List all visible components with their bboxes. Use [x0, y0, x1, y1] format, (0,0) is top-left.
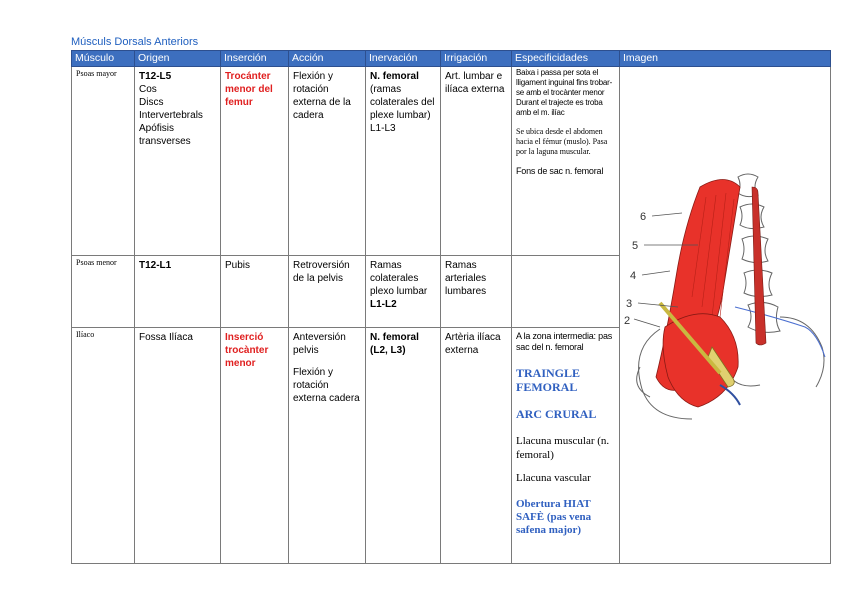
label-4: 4	[630, 270, 637, 282]
esp-triangle: TRAINGLE FEMORAL	[516, 366, 581, 395]
cell-musculo: Psoas menor	[72, 255, 135, 328]
esp-hiat: Obertura HIAT SAFÈ (pas vena safena major)	[516, 498, 592, 537]
header-insercion: Inserción	[221, 51, 289, 67]
cell-irrigacion: Artèria ilíaca externa	[441, 328, 512, 564]
header-origen: Origen	[135, 51, 221, 67]
header-inervacion: Inervación	[366, 51, 441, 67]
cell-insercion: Pubis	[221, 255, 289, 328]
cell-inervacion	[366, 328, 441, 564]
accion-line: Flexión y rotación externa cadera	[293, 367, 360, 405]
cell-inervacion	[366, 255, 441, 328]
anatomy-illustration	[620, 67, 830, 559]
cell-insercion: Trocánter menor del femur	[221, 67, 289, 256]
header-accion: Acción	[289, 51, 366, 67]
origen-line: Intervertebrals	[139, 110, 203, 121]
header-musculo: Músculo	[72, 51, 135, 67]
cell-accion: Retroversión de la pelvis	[289, 255, 366, 328]
cell-insercion: Inserció trocànter menor	[221, 328, 289, 564]
label-2: 2	[624, 315, 631, 327]
cell-origen: T12-L1	[135, 255, 221, 328]
cell-especificidades	[512, 67, 620, 256]
cell-musculo: Ilíaco	[72, 328, 135, 564]
table-row	[72, 67, 831, 256]
cell-imagen	[620, 67, 831, 564]
cell-accion	[289, 328, 366, 564]
cell-origen	[135, 67, 221, 256]
header-imagen: Imagen	[620, 51, 831, 67]
header-row	[72, 51, 831, 67]
esp-llacuna-muscular: Llacuna muscular (n. femoral)	[516, 435, 610, 462]
origen-line: Discs	[139, 97, 164, 108]
muscles-table	[71, 50, 831, 564]
label-3: 3	[626, 298, 633, 310]
accion-line: Anteversión pelvis	[293, 332, 346, 357]
label-6: 6	[640, 211, 647, 223]
cell-inervacion	[366, 67, 441, 256]
cell-musculo: Psoas mayor	[72, 67, 135, 256]
esp-text: Durant el trajecte es troba amb el m. ilíac	[516, 98, 603, 117]
header-irrigacion: Irrigación	[441, 51, 512, 67]
inervacion-line: L1-L3	[370, 123, 396, 134]
cell-irrigacion: Art. lumbar e ilíaca externa	[441, 67, 512, 256]
inervacion-line: N. femoral (L2, L3)	[370, 332, 419, 357]
cell-accion: Flexión y rotación externa de la cadera	[289, 67, 366, 256]
inervacion-line: L1-L2	[370, 298, 397, 310]
cell-especificidades	[512, 255, 620, 328]
inervacion-line: N. femoral	[370, 71, 419, 82]
origen-line: Apófisis	[139, 123, 175, 134]
esp-text: Baixa i passa per sota el lligament inguinal fins trobar-se amb el trocànter menor	[516, 68, 613, 97]
header-especificidades: Especificidades	[512, 51, 620, 67]
esp-text: A la zona intermedia: pas sac del n. femoral	[516, 331, 613, 353]
page-title: Músculs Dorsals Anteriors	[71, 36, 199, 48]
inervacion-line: (ramas colaterales del plexe lumbar)	[370, 84, 435, 121]
cell-origen: Fossa Ilíaca	[135, 328, 221, 564]
esp-text: Se ubica desde el abdomen hacia el fémur (muslo). Pasa por la laguna muscular.	[516, 127, 608, 156]
cell-irrigacion: Ramas arteriales lumbares	[441, 255, 512, 328]
esp-text: Fons de sac n. femoral	[516, 166, 604, 176]
cell-especificidades	[512, 328, 620, 564]
esp-llacuna-vascular: Llacuna vascular	[516, 472, 591, 485]
inervacion-line: Ramas colaterales plexo lumbar	[370, 259, 428, 297]
origen-line: Cos	[139, 84, 157, 95]
origen-line: T12-L5	[139, 71, 172, 82]
label-5: 5	[632, 240, 639, 252]
esp-arc: ARC CRURAL	[516, 407, 597, 422]
origen-line: transverses	[139, 136, 191, 147]
